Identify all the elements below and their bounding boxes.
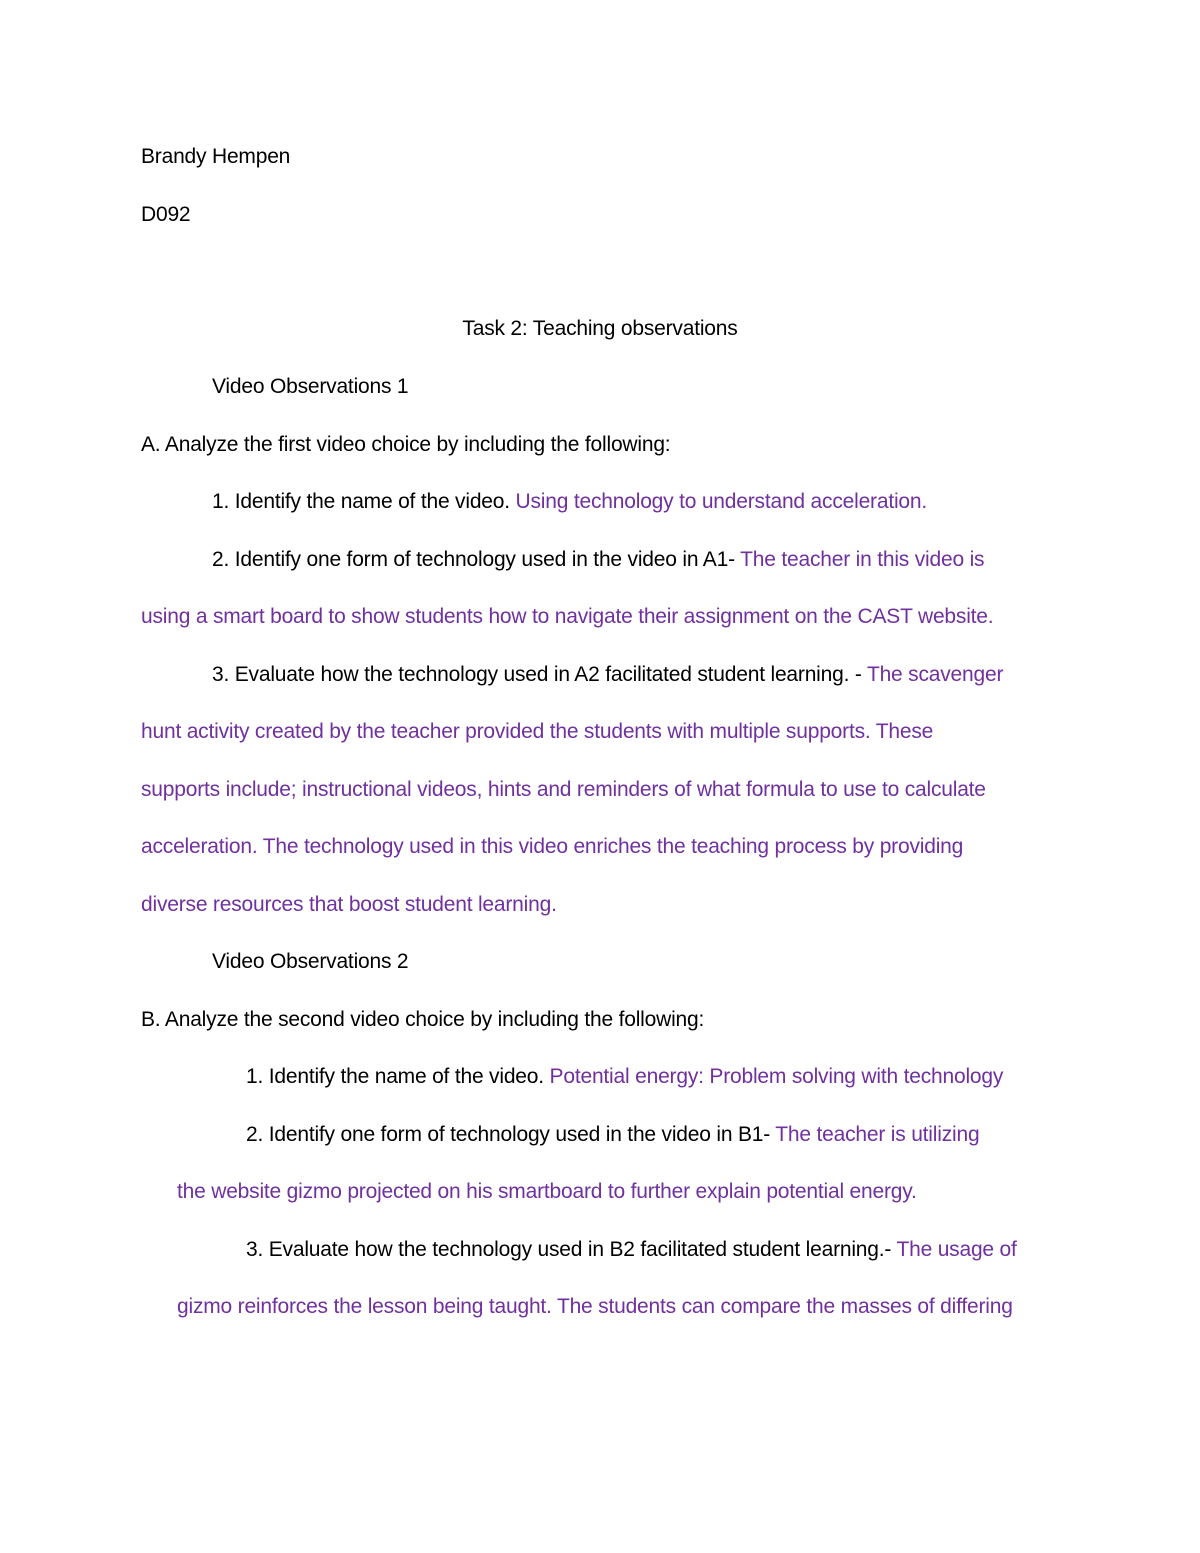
section2-q1-label: 1. Identify the name of the video. [246, 1065, 544, 1088]
section1-heading: Video Observations 1 [212, 375, 409, 398]
section1-prompt: A. Analyze the first video choice by including the following: [141, 433, 671, 456]
section2-q3 [246, 1236, 1017, 1264]
document-title: Task 2: Teaching observations [462, 317, 738, 340]
section2-q1 [246, 1063, 1003, 1091]
section1-q1-label: 1. Identify the name of the video. [212, 490, 510, 513]
section2-q3-answer-line: The usage of [896, 1238, 1017, 1261]
section1-q1-answer: Using technology to understand acceleration. [515, 490, 928, 513]
section1-q2 [212, 546, 984, 574]
author-name: Brandy Hempen [141, 145, 291, 168]
section1-q3-answer-line: diverse resources that boost student learning. [141, 893, 557, 916]
section1-q3-answer-line: supports include; instructional videos, hints and reminders of what formula to use to calculate [141, 778, 986, 801]
section1-q2-answer-line: The teacher in this video is [740, 548, 985, 571]
section1-q1 [212, 488, 927, 516]
section1-q3-label: 3. Evaluate how the technology used in A2 facilitated student learning. - [212, 663, 862, 686]
section2-heading: Video Observations 2 [212, 950, 409, 973]
section1-q2-label: 2. Identify one form of technology used in the video in A1- [212, 548, 735, 571]
section1-q3-answer-line: The scavenger [866, 663, 1004, 686]
section1-q2-answer-line: using a smart board to show students how to navigate their assignment on the CAST website. [141, 605, 994, 628]
section2-q2-label: 2. Identify one form of technology used in the video in B1- [246, 1123, 771, 1146]
section2-q3-answer-line: gizmo reinforces the lesson being taught. The students can compare the masses of differing [177, 1295, 1013, 1318]
section2-q2-answer-line: The teacher is utilizing [775, 1123, 980, 1146]
course-code: D092 [141, 203, 191, 226]
section2-q3-label: 3. Evaluate how the technology used in B2 facilitated student learning.- [246, 1238, 892, 1261]
section2-q2-answer-line: the website gizmo projected on his smartboard to further explain potential energy. [177, 1180, 917, 1203]
section2-q1-answer: Potential energy: Problem solving with technology [549, 1065, 1004, 1088]
section1-q3-answer-line: hunt activity created by the teacher provided the students with multiple supports. These [141, 720, 934, 743]
section2-prompt: B. Analyze the second video choice by including the following: [141, 1008, 705, 1031]
section2-q2 [246, 1121, 979, 1149]
section1-q3-answer-line: acceleration. The technology used in this video enriches the teaching process by providing [141, 835, 964, 858]
section1-q3 [212, 661, 1003, 689]
